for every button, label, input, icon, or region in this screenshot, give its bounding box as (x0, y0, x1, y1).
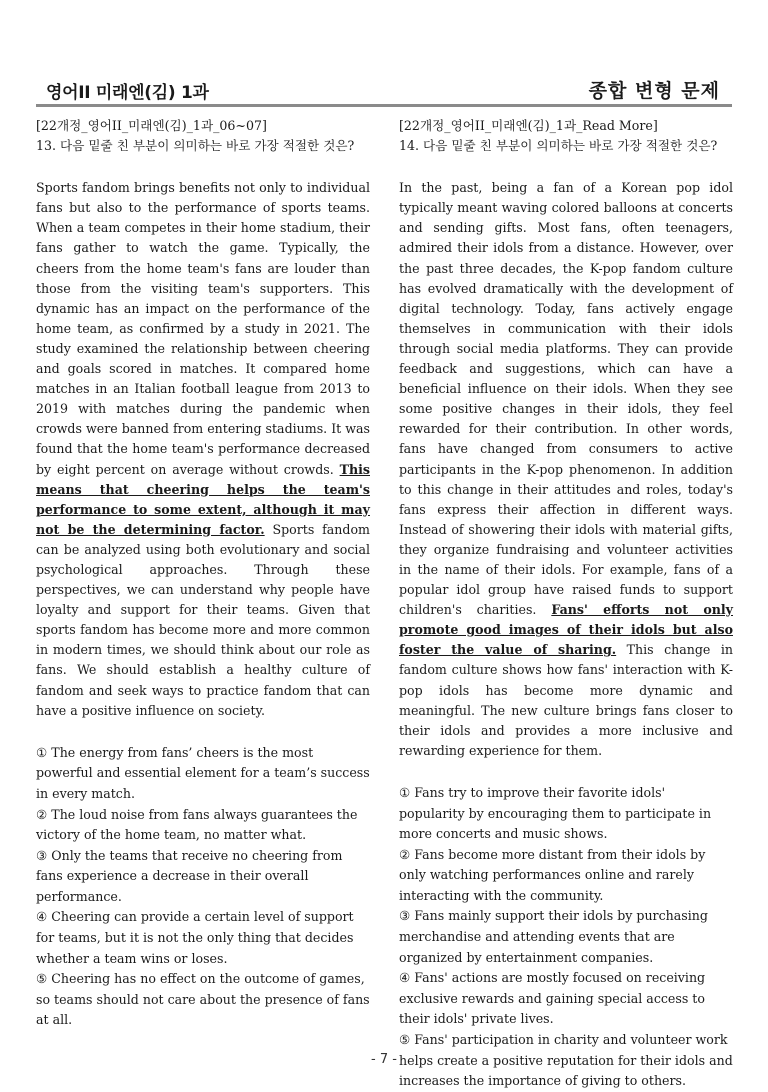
answer-option-2[interactable]: ② The loud noise from fans always guarantees the victory of the home team, no matter what. (36, 806, 358, 843)
answer-option-3[interactable]: ③ Fans mainly support their idols by purchasing merchandise and attending events that are organized by entertainment companies. (399, 908, 708, 965)
passage-text: Sports fandom brings benefits not only to individual fans but also to the performance of sports teams. When a team competes in their home stadium, their fans gather to watch the game. Typically, the cheers from the home team's fans are louder than those from the visiting team's supporters. This dynamic has an impact on the performance of the home team, as confirmed by a study in 2021. The study examined the relationship between cheering and goals scored in matches. It compared home matches in an Italian football league from 2013 to 2019 with matches during the pandemic when crowds were banned from entering stadiums. It was found that the home team's performance decreased by eight percent on average without crowds. (36, 180, 370, 477)
question-13-options (36, 743, 370, 1031)
passage-text: This change in fandom culture shows how fans' interaction with K-pop idols has become more dynamic and meaningful. The new culture brings fans closer to their idols and provides a more inclusive and rewarding experience for them. (399, 642, 733, 758)
passage-text: In the past, being a fan of a Korean pop idol typically meant waving colored balloons at concerts and sending gifts. Most fans, often teenagers, admired their idols from a distance. However, over the past three decades, the K-pop fandom culture has evolved dramatically with the development of digital technology. Today, fans actively engage themselves in communication with their idols through social media platforms. They can provide feedback and suggestions, which can have a beneficial influence on their idols. When they see some positive changes in their idols, they feel rewarded for their contribution. In other words, fans have changed from consumers to active participants in the K-pop phenomenon. In addition to this change in their attitudes and roles, today's fans express their affection in different ways. Instead of showering their idols with material gifts, they organize fundraising and volunteer activities in the name of their idols. For example, fans of a popular idol group have raised funds to support children's charities. (399, 180, 733, 618)
answer-option-4[interactable]: ④ Cheering can provide a certain level of support for teams, but it is not the only thing that decides whether a team wins or loses. (36, 909, 354, 966)
answer-option-1[interactable]: ① Fans try to improve their favorite idols' popularity by encouraging them to participate in more concerts and music shows. (399, 784, 712, 842)
passage-text: Sports fandom can be analyzed using both evolutionary and social psychological approaches. Through these perspectives, we can understand why people have loyalty and support for their teams. Given that sports fandom has become more and more common in modern times, we should think about our role as fans. We should establish a healthy culture of fandom and seek ways to practice fandom that can have a positive influence on society. (36, 521, 370, 718)
question-14-source: [22개정_영어II_미래엔(김)_1과_Read More] (399, 118, 658, 133)
question-13-prompt: 13. 다음 밑줄 친 부분이 의미하는 바로 가장 적절한 것은? (36, 138, 355, 154)
answer-option-5[interactable]: ⑤ Fans' participation in charity and volunteer work helps create a positive reputation for their idols and increases the importance of giving to others. (399, 1032, 733, 1089)
underlined-phrase: This means that cheering helps the team's performance to some extent, although it may not be the determining factor. (36, 461, 370, 537)
header-divider (36, 104, 732, 107)
worksheet-type-title: 종합 변형 문제 (588, 80, 720, 102)
right-column (399, 116, 733, 1092)
answer-option-1[interactable]: ① The energy from fans’ cheers is the most powerful and essential element for a team’s success in every match. (36, 744, 370, 801)
answer-option-4[interactable]: ④ Fans' actions are mostly focused on receiving exclusive rewards and gaining special access to their idols' private lives. (399, 970, 706, 1027)
question-13-passage (36, 178, 370, 721)
question-14-prompt: 14. 다음 밑줄 친 부분이 의미하는 바로 가장 적절한 것은? (399, 138, 718, 154)
answer-option-2[interactable]: ② Fans become more distant from their idols by only watching performances online and rarely interacting with the community. (399, 846, 706, 903)
answer-option-3[interactable]: ③ Only the teams that receive no cheering from fans experience a decrease in their overall performance. (36, 847, 343, 904)
question-14-passage (399, 178, 733, 761)
left-column (36, 116, 370, 1031)
answer-option-5[interactable]: ⑤ Cheering has no effect on the outcome of games, so teams should not care about the presence of fans at all. (36, 971, 370, 1028)
underlined-phrase: Fans' efforts not only promote good images of their idols but also foster the value of sharing. (399, 602, 733, 658)
page-number: - 7 - (371, 1052, 397, 1067)
question-14-options (399, 783, 733, 1092)
question-13-source: [22개정_영어II_미래엔(김)_1과_06~07] (36, 118, 267, 133)
worksheet-title: 영어II 미래엔(김) 1과 (46, 83, 209, 103)
